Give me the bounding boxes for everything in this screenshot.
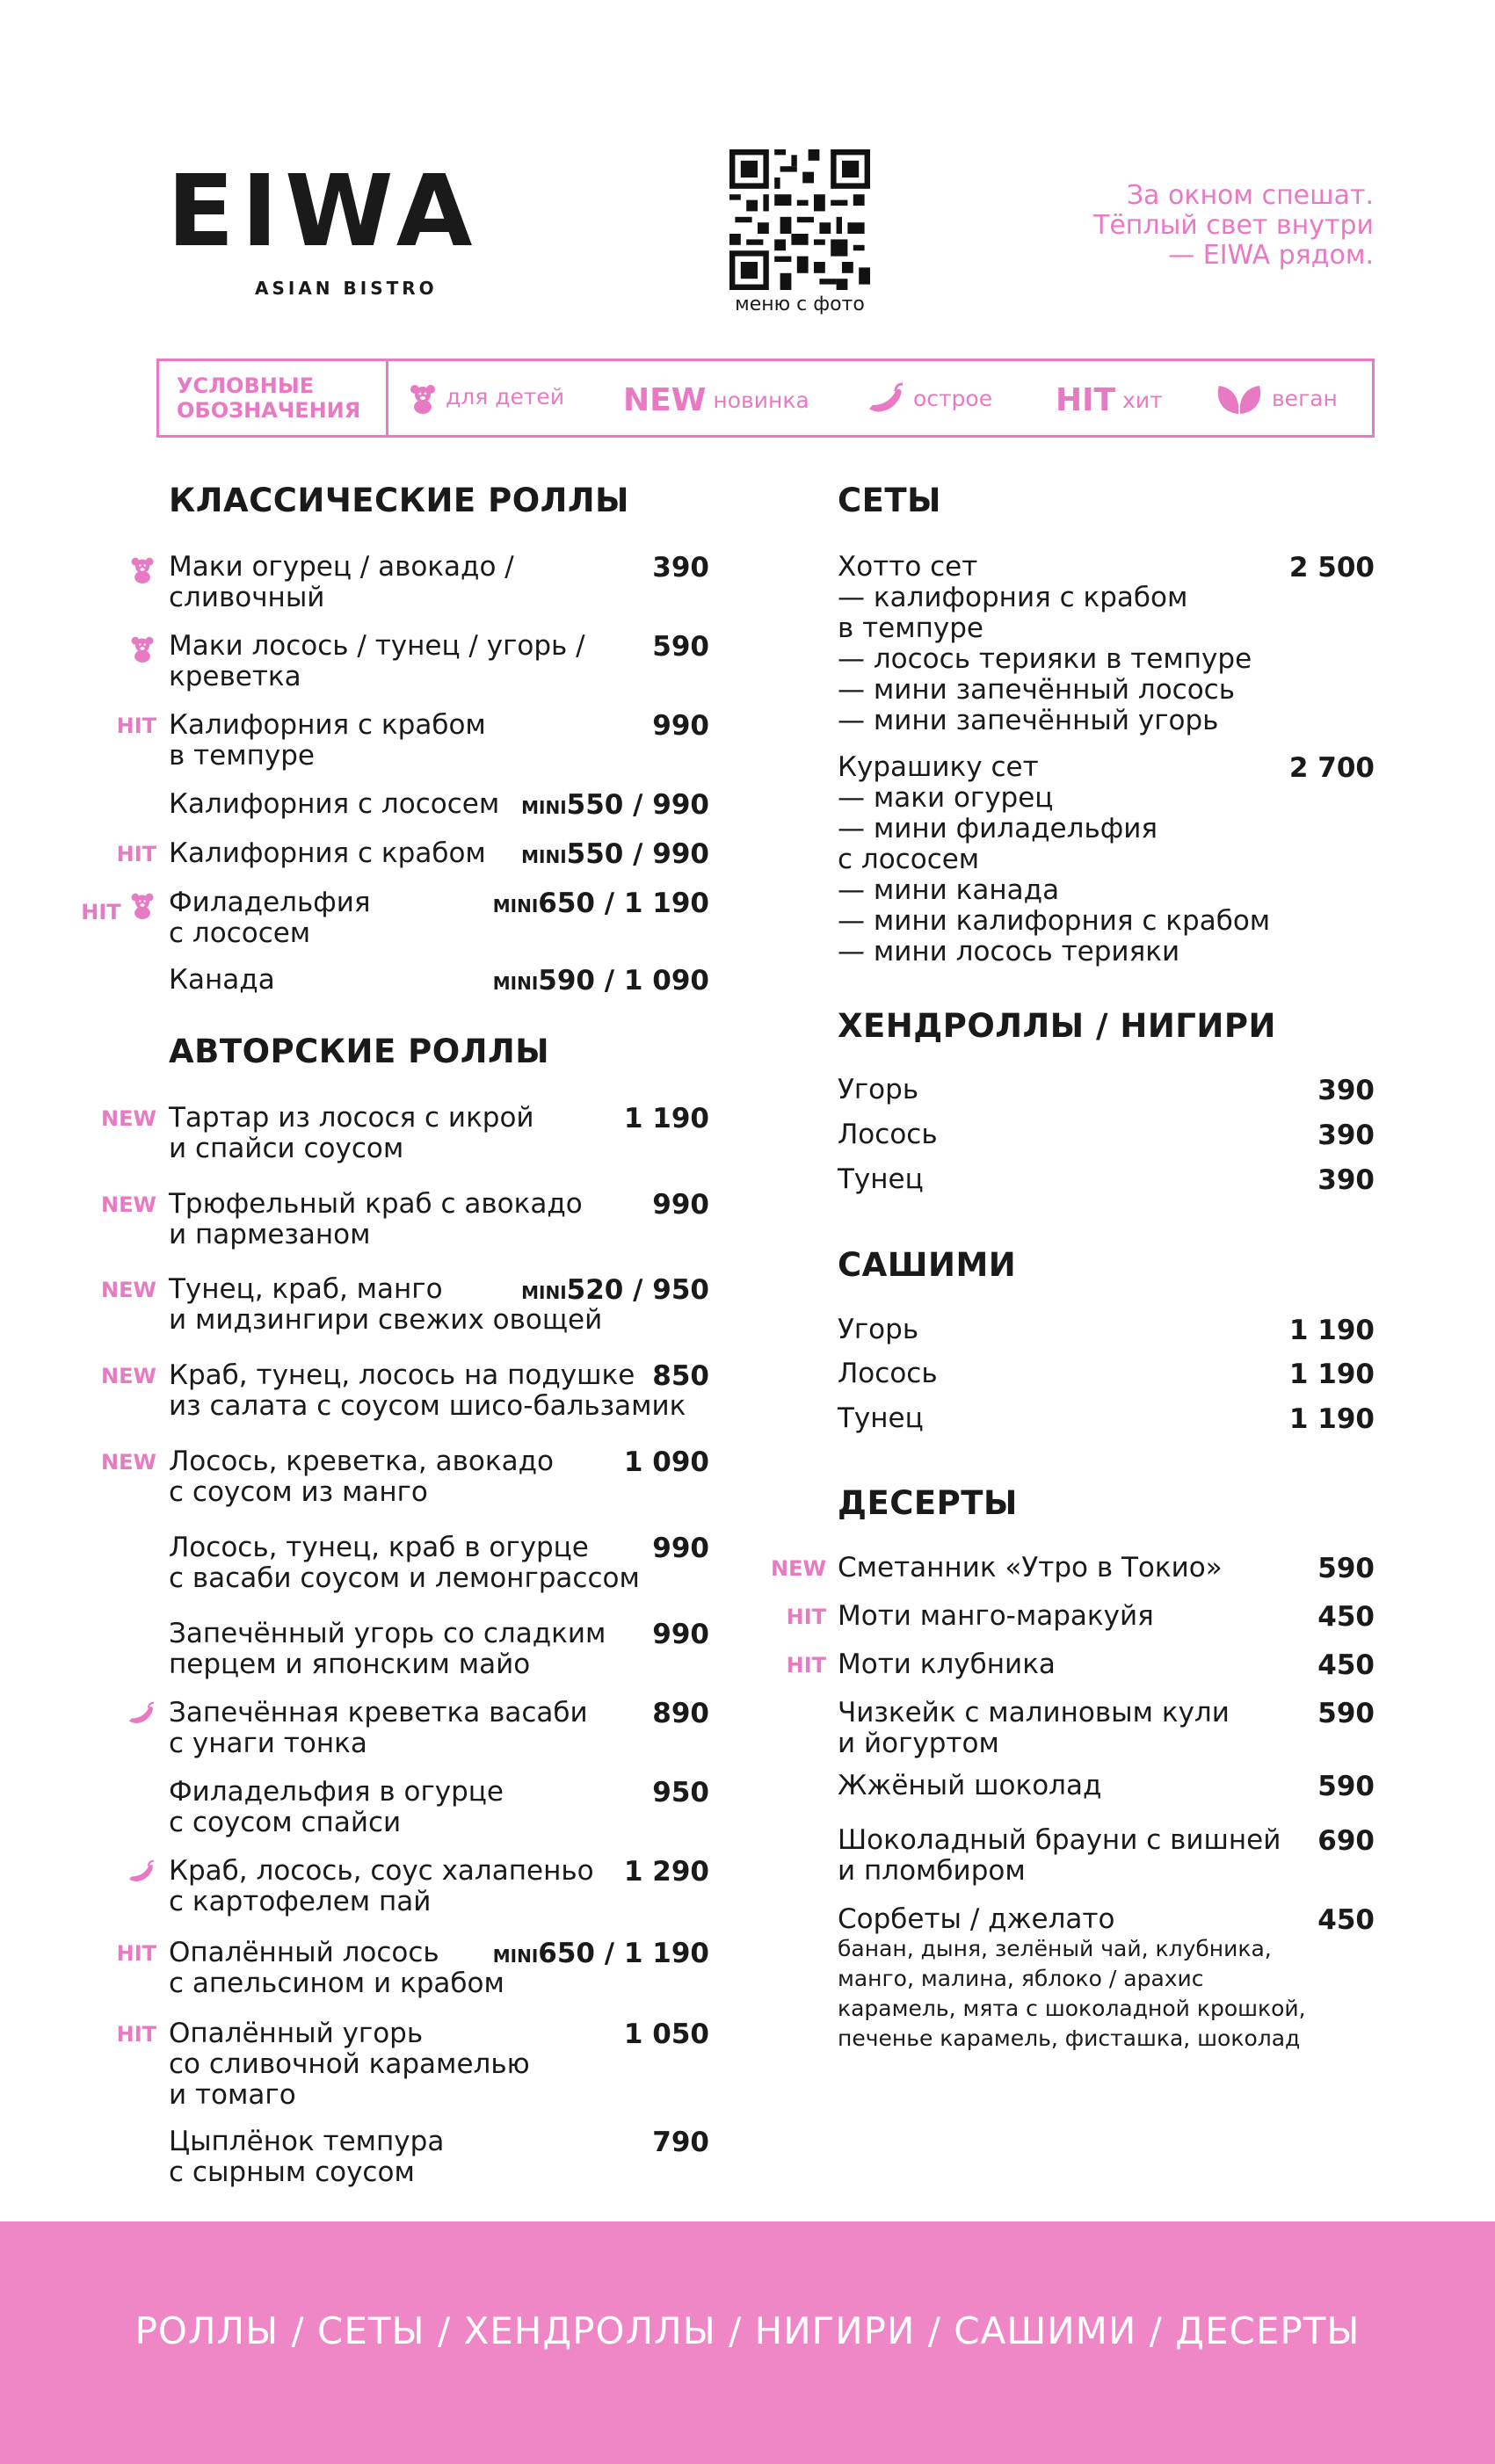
- menu-item-line: Калифорния с крабом: [169, 837, 486, 869]
- menu-item-name: [169, 1938, 504, 1999]
- legend-spicy-label: острое: [912, 386, 993, 411]
- item-tag: [101, 1364, 156, 1388]
- menu-item-line: — мини запечённый угорь: [838, 705, 1219, 736]
- menu-item-name: [838, 1403, 924, 1434]
- menu-item-line: — маки огурец: [838, 782, 1054, 814]
- menu-item-line: Запечённая креветка васаби: [169, 1697, 588, 1728]
- menu-item-line: Цыплёнок темпура: [169, 2126, 445, 2157]
- price-value: 520 / 950: [566, 1274, 709, 1306]
- price-value: 550 / 990: [566, 789, 709, 821]
- logo-wordmark: EIWA: [167, 155, 480, 269]
- menu-item-line: со сливочной карамелью: [169, 2048, 530, 2080]
- price-value: 1 190: [1288, 1403, 1375, 1435]
- price-value: 990: [652, 1533, 709, 1564]
- menu-item-line: — мини филадельфия: [838, 813, 1158, 844]
- menu-item-name: [838, 1649, 1056, 1680]
- mini-label: MINI: [492, 973, 539, 994]
- menu-item-price: [1317, 1553, 1375, 1584]
- price-value: 1 290: [623, 1856, 709, 1888]
- price-value: 650 / 1 190: [538, 1938, 709, 1969]
- menu-item-name: [169, 2127, 444, 2188]
- sorbet-flavors-line: манго, малина, яблоко / арахис: [838, 1966, 1204, 1991]
- price-value: 450: [1317, 1601, 1375, 1633]
- section-title: СЕТЫ: [838, 482, 942, 519]
- menu-item-line: Шоколадный брауни с вишней: [838, 1824, 1281, 1856]
- menu-item-line: Чизкейк с малиновым кули: [838, 1697, 1230, 1728]
- menu-item-line: Курашику сет: [838, 751, 1039, 783]
- menu-item-line: Лосось, креветка, авокадо: [169, 1446, 554, 1477]
- menu-item-price: [1317, 1904, 1375, 1936]
- menu-item-line: и мидзингири свежих овощей: [169, 1304, 603, 1336]
- menu-item-line: с лососем: [838, 844, 980, 875]
- legend-new-label: новинка: [713, 388, 809, 413]
- menu-item-price: [652, 1698, 709, 1729]
- menu-item-line: с унаги тонка: [169, 1728, 367, 1759]
- price-value: 590: [1317, 1771, 1375, 1802]
- mini-label: MINI: [492, 1946, 539, 1967]
- price-value: 990: [652, 1189, 709, 1221]
- menu-item-price: [652, 1777, 709, 1808]
- menu-item-line: Угорь: [838, 1314, 919, 1345]
- menu-item-price: [624, 1856, 709, 1888]
- menu-item-line: — мини канада: [838, 874, 1060, 906]
- price-value: 850: [652, 1360, 709, 1392]
- legend-hit-label: хит: [1122, 388, 1163, 413]
- menu-item-price: [493, 965, 709, 996]
- menu-item-name: [838, 1698, 1230, 1759]
- menu-item-name: [838, 1553, 1223, 1583]
- menu-item-price: [652, 710, 709, 742]
- menu-item-line: Калифорния с крабом: [169, 709, 486, 741]
- chili-pepper-icon: [866, 382, 906, 417]
- teddy-bear-icon: [407, 382, 439, 414]
- section-title: ДЕСЕРТЫ: [838, 1484, 1018, 1522]
- menu-item-name: [838, 1771, 1101, 1801]
- price-value: 1 190: [1288, 1359, 1375, 1390]
- new-badge: NEW: [771, 1556, 826, 1581]
- menu-item-line: Моти манго-маракуйя: [838, 1600, 1154, 1632]
- legend-vegan-label: веган: [1271, 386, 1338, 411]
- price-value: 1 190: [623, 1103, 709, 1134]
- menu-item-price: [1317, 1601, 1375, 1633]
- new-badge: NEW: [101, 1192, 156, 1217]
- section-title: КЛАССИЧЕСКИЕ РОЛЛЫ: [169, 482, 629, 519]
- menu-item-price: [1317, 1825, 1375, 1857]
- hit-mark: HIT: [1056, 382, 1116, 418]
- price-value: 590 / 1 090: [538, 965, 709, 996]
- menu-item-price: [493, 888, 709, 919]
- menu-item-price: [624, 1446, 709, 1478]
- price-value: 990: [652, 710, 709, 742]
- menu-item-line: Канада: [169, 964, 275, 996]
- menu-item-line: — мини запечённый лосось: [838, 674, 1235, 706]
- menu-item-price: [1289, 552, 1375, 583]
- item-tag: [101, 1450, 156, 1475]
- qr-code-graphic: [729, 149, 870, 290]
- legend-title-line: УСЛОВНЫЕ: [177, 373, 315, 398]
- menu-item-line: Лосось, тунец, краб в огурце: [169, 1532, 589, 1563]
- teddy-bear-icon: [128, 891, 156, 919]
- menu-item-name: [169, 710, 486, 772]
- tagline-line: Тёплый свет внутри: [1093, 210, 1374, 241]
- menu-item-name: [169, 1360, 686, 1422]
- menu-item-name: [169, 1103, 534, 1164]
- legend-kids-label: для детей: [445, 384, 565, 409]
- eiwa-logo: [167, 155, 519, 286]
- legend-box: [156, 359, 1375, 438]
- menu-item-price: [521, 789, 709, 821]
- mini-label: MINI: [521, 846, 567, 867]
- menu-item-name: [169, 1698, 588, 1759]
- legend-kids: [407, 382, 564, 414]
- menu-item-line: и пломбиром: [838, 1855, 1026, 1887]
- menu-item-name: [169, 1446, 554, 1508]
- legend-hit: [1056, 382, 1163, 418]
- menu-item-price: [1317, 1120, 1375, 1151]
- hit-badge: HIT: [116, 1941, 156, 1966]
- menu-item-price: [493, 1938, 709, 1969]
- menu-item-line: с соусом спайси: [169, 1807, 402, 1838]
- menu-item-line: и спайси соусом: [169, 1133, 404, 1164]
- menu-item-name: [838, 552, 1252, 736]
- menu-item-name: [169, 2018, 530, 2111]
- qr-caption: меню с фото: [735, 294, 865, 315]
- teddy-bear-icon: [128, 634, 156, 663]
- menu-item-line: Моти клубника: [838, 1649, 1056, 1680]
- section-title: АВТОРСКИЕ РОЛЛЫ: [169, 1033, 550, 1070]
- item-tag: [127, 1701, 156, 1733]
- item-tag: [117, 714, 156, 738]
- sorbet-flavors-line: банан, дыня, зелёный чай, клубника,: [838, 1936, 1272, 1961]
- menu-item-line: Хотто сет: [838, 551, 978, 583]
- price-value: 2 500: [1288, 552, 1375, 583]
- price-value: 390: [1317, 1075, 1375, 1106]
- price-value: 2 700: [1288, 752, 1375, 784]
- new-badge: NEW: [101, 1278, 156, 1302]
- menu-item-name: [169, 631, 585, 692]
- hit-badge: HIT: [786, 1653, 826, 1678]
- menu-item-name: [169, 1856, 594, 1917]
- sorbet-flavors-line: карамель, мята с шоколадной крошкой,: [838, 1996, 1306, 2021]
- menu-item-line: с лососем: [169, 917, 311, 949]
- menu-item-price: [1317, 1771, 1375, 1802]
- menu-item-line: Запечённый угорь со сладким: [169, 1618, 606, 1649]
- legend-title: [177, 373, 388, 423]
- menu-item-line: Опалённый лосось: [169, 1937, 439, 1968]
- menu-item-line: Филадельфия: [169, 887, 371, 918]
- tagline: [1093, 181, 1374, 271]
- menu-item-line: Тунец: [838, 1402, 924, 1434]
- menu-item-price: [652, 552, 709, 583]
- mini-label: MINI: [521, 1282, 567, 1303]
- hit-badge: HIT: [116, 842, 156, 866]
- menu-item-name: [838, 1359, 938, 1389]
- menu-item-line: Жжёный шоколад: [838, 1770, 1102, 1801]
- item-tag: [117, 2022, 156, 2047]
- section-title: САШИМИ: [838, 1246, 1017, 1284]
- menu-item-price: [652, 1533, 709, 1564]
- menu-item-price: [652, 1360, 709, 1392]
- menu-item-line: в темпуре: [169, 740, 316, 772]
- menu-item-price: [652, 631, 709, 663]
- menu-item-line: — калифорния с крабом: [838, 582, 1188, 613]
- mini-label: MINI: [521, 797, 567, 818]
- item-tag: [117, 842, 156, 866]
- legend-vegan: [1214, 382, 1338, 417]
- logo-subtitle: ASIAN BISTRO: [255, 278, 438, 299]
- chili-pepper-icon: [127, 1859, 156, 1886]
- menu-item-price: [652, 1619, 709, 1650]
- menu-item-line: сливочный: [169, 582, 325, 613]
- hit-badge: HIT: [116, 714, 156, 738]
- menu-item-line: Опалённый угорь: [169, 2018, 424, 2049]
- item-tag: [101, 1278, 156, 1302]
- item-tag: [127, 1859, 156, 1891]
- menu-item-name: [169, 1533, 640, 1594]
- item-tag: [787, 1605, 826, 1629]
- menu-item-name: [838, 1315, 918, 1345]
- menu-item-line: в темпуре: [838, 612, 984, 644]
- qr-code[interactable]: [729, 149, 870, 290]
- new-badge: NEW: [101, 1450, 156, 1475]
- new-badge: NEW: [101, 1364, 156, 1388]
- mini-label: MINI: [492, 895, 539, 917]
- menu-item-line: с сырным соусом: [169, 2156, 415, 2188]
- menu-item-line: креветка: [169, 661, 301, 692]
- menu-item-price: [1289, 752, 1375, 784]
- menu-item-price: [1289, 1315, 1375, 1346]
- price-value: 550 / 990: [566, 838, 709, 870]
- menu-item-name: [169, 1777, 504, 1838]
- item-tag: [101, 1106, 156, 1131]
- teddy-bear-icon: [128, 555, 156, 583]
- menu-item-name: [838, 1904, 1114, 1935]
- menu-item-line: Тартар из лосося с икрой: [169, 1102, 534, 1134]
- price-value: 890: [652, 1698, 709, 1729]
- hit-badge: HIT: [81, 900, 121, 924]
- price-value: 450: [1317, 1904, 1375, 1936]
- price-value: 1 190: [1288, 1315, 1375, 1346]
- price-value: 390: [1317, 1164, 1375, 1196]
- price-value: 390: [652, 552, 709, 583]
- menu-item-name: [838, 1164, 924, 1195]
- menu-item-line: Лосось: [838, 1358, 938, 1389]
- menu-item-line: Филадельфия в огурце: [169, 1776, 504, 1808]
- menu-item-line: с картофелем пай: [169, 1886, 432, 1917]
- menu-item-line: Лосось: [838, 1119, 938, 1150]
- price-value: 690: [1317, 1825, 1375, 1857]
- menu-item-line: Трюфельный краб с авокадо: [169, 1188, 583, 1220]
- menu-item-name: [169, 838, 486, 869]
- menu-item-price: [521, 1274, 709, 1306]
- legend-new: [623, 382, 809, 418]
- item-tag: [101, 1192, 156, 1217]
- item-tag: [81, 891, 156, 924]
- menu-item-line: с васаби соусом и лемонграссом: [169, 1562, 640, 1594]
- item-tag: [787, 1653, 826, 1678]
- menu-item-line: с апельсином и крабом: [169, 1968, 504, 1999]
- menu-item-line: и йогуртом: [838, 1728, 999, 1759]
- menu-item-name: [169, 888, 371, 949]
- chili-pepper-icon: [127, 1701, 156, 1728]
- leaf-icon: [1214, 382, 1265, 417]
- menu-item-line: Калифорния с лососем: [169, 788, 500, 820]
- menu-item-line: — мини калифорния с крабом: [838, 905, 1271, 937]
- tagline-line: За окном спешат.: [1126, 180, 1374, 211]
- menu-item-line: — лосось терияки в темпуре: [838, 643, 1252, 675]
- hit-badge: HIT: [786, 1605, 826, 1629]
- menu-item-line: и пармезаном: [169, 1219, 371, 1250]
- menu-item-line: — мини лосось терияки: [838, 936, 1180, 967]
- menu-item-line: Тунец, краб, манго: [169, 1273, 443, 1305]
- price-value: 450: [1317, 1649, 1375, 1681]
- legend-divider: [386, 361, 388, 435]
- item-tag: [128, 634, 156, 668]
- price-value: 590: [652, 631, 709, 663]
- menu-item-name: [169, 1619, 606, 1680]
- menu-item-line: Маки лосось / тунец / угорь /: [169, 630, 585, 662]
- price-value: 990: [652, 1619, 709, 1650]
- section-title: ХЕНДРОЛЛЫ / НИГИРИ: [838, 1007, 1276, 1045]
- new-mark: NEW: [623, 382, 707, 418]
- menu-item-line: с соусом из манго: [169, 1476, 428, 1508]
- menu-item-line: Тунец: [838, 1163, 924, 1195]
- hit-badge: HIT: [116, 2022, 156, 2047]
- menu-item-name: [838, 1601, 1154, 1632]
- price-value: 390: [1317, 1120, 1375, 1151]
- menu-item-name: [169, 552, 514, 613]
- item-tag: [771, 1556, 826, 1581]
- new-badge: NEW: [101, 1106, 156, 1131]
- menu-item-line: Сметанник «Утро в Токио»: [838, 1552, 1223, 1583]
- price-value: 790: [652, 2127, 709, 2158]
- sorbet-flavors: [838, 1934, 1306, 2054]
- legend-spicy: [866, 382, 992, 417]
- menu-item-line: Маки огурец / авокадо /: [169, 551, 514, 583]
- menu-item-name: [169, 965, 275, 996]
- menu-item-price: [1289, 1403, 1375, 1435]
- menu-item-price: [1317, 1164, 1375, 1196]
- menu-item-price: [1289, 1359, 1375, 1390]
- legend-title-line: ОБОЗНАЧЕНИЯ: [177, 398, 361, 423]
- menu-item-price: [624, 2018, 709, 2050]
- menu-item-price: [1317, 1075, 1375, 1106]
- menu-item-price: [624, 1103, 709, 1134]
- menu-item-line: перцем и японским майо: [169, 1649, 531, 1680]
- price-value: 590: [1317, 1698, 1375, 1729]
- menu-item-name: [838, 1120, 938, 1150]
- price-value: 590: [1317, 1553, 1375, 1584]
- menu-item-price: [652, 2127, 709, 2158]
- sorbet-flavors-line: печенье карамель, фисташка, шоколад: [838, 2026, 1301, 2051]
- item-tag: [128, 555, 156, 589]
- item-tag: [117, 1941, 156, 1966]
- menu-item-line: Угорь: [838, 1074, 919, 1105]
- menu-item-name: [169, 789, 499, 820]
- menu-item-line: Сорбеты / джелато: [838, 1903, 1115, 1935]
- menu-item-name: [838, 1075, 918, 1105]
- menu-item-price: [1317, 1698, 1375, 1729]
- tagline-line: — EIWA рядом.: [1168, 240, 1374, 271]
- menu-item-line: Краб, лосось, соус халапеньо: [169, 1855, 594, 1887]
- price-value: 1 090: [623, 1446, 709, 1478]
- menu-item-line: из салата с соусом шисо-бальзамик: [169, 1390, 686, 1422]
- menu-item-name: [169, 1189, 583, 1250]
- menu-item-name: [838, 1825, 1281, 1887]
- menu-item-line: и томаго: [169, 2079, 296, 2111]
- price-value: 1 050: [623, 2018, 709, 2050]
- footer-categories: РОЛЛЫ / СЕТЫ / ХЕНДРОЛЛЫ / НИГИРИ / САШИМИ / ДЕСЕРТЫ: [134, 2309, 1361, 2352]
- menu-item-price: [1317, 1649, 1375, 1681]
- menu-item-price: [521, 838, 709, 870]
- price-value: 950: [652, 1777, 709, 1808]
- menu-item-line: Краб, тунец, лосось на подушке: [169, 1359, 635, 1391]
- menu-item-price: [652, 1189, 709, 1221]
- menu-item-name: [838, 752, 1270, 967]
- price-value: 650 / 1 190: [538, 888, 709, 919]
